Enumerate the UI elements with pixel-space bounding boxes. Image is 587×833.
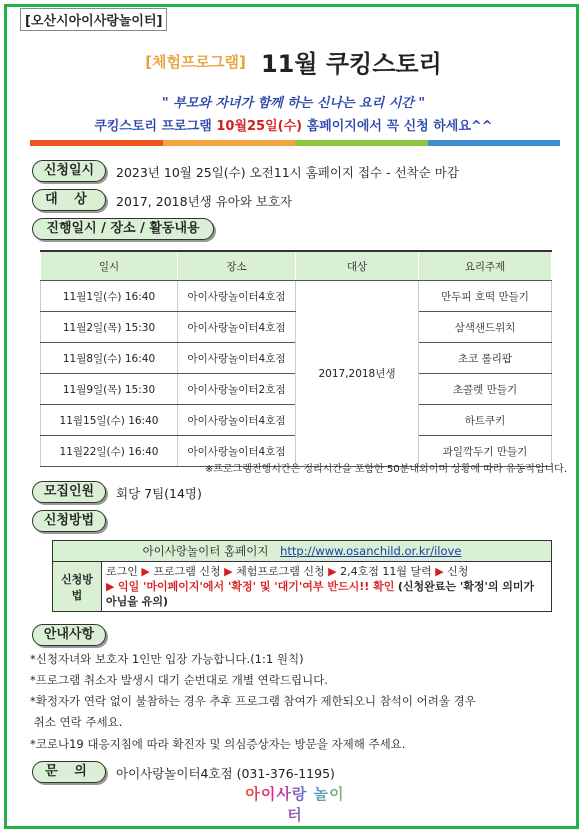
header-target: 대상 xyxy=(296,251,419,281)
cell-topic: 삼색샌드위치 xyxy=(419,312,552,343)
homepage-link[interactable]: http://www.osanchild.or.kr/ilove xyxy=(280,544,462,558)
contact-value: 아이사랑놀이터4호점 (031-376-1195) xyxy=(116,766,335,781)
page-title xyxy=(0,44,587,79)
subtitle: " 부모와 자녀가 함께 하는 신나는 요리 시간 " xyxy=(161,96,426,111)
guide-item: *코로나19 대응지침에 따라 확진자 및 의심증상자는 방문을 자제해 주세요. xyxy=(30,737,406,751)
cell-place: 아이사랑놀이터2호점 xyxy=(178,374,296,405)
schedule-section-label: 진행일시 / 장소 / 활동내용 xyxy=(32,218,214,240)
cell-topic: 과일깍두기 만들기 xyxy=(419,436,552,467)
confirm-note: (신청완료는 '확정'의 의미가 아님을 유의) xyxy=(106,580,535,608)
header-date: 일시 xyxy=(41,251,178,281)
cell-place: 아이사랑놀이터4호점 xyxy=(178,343,296,374)
title-prefix: [체험프로그램] xyxy=(145,53,246,71)
guide-item: *프로그램 취소자 발생시 대기 순번대로 개별 연락드립니다. xyxy=(30,673,328,687)
cell-place: 아이사랑놀이터4호점 xyxy=(178,405,296,436)
step-experience: 체험프로그램 신청 xyxy=(236,565,325,578)
cell-date: 11월15일(수) 16:40 xyxy=(41,405,178,436)
cell-date: 11월9일(목) 15:30 xyxy=(41,374,178,405)
confirm-check-text: 익일 '마이페이지'에서 '확정' 및 '대기'여부 반드시!! 확인 xyxy=(117,580,395,593)
cell-place: 아이사랑놀이터4호점 xyxy=(178,281,296,312)
cell-date: 11월22일(수) 16:40 xyxy=(41,436,178,467)
schedule-header-row xyxy=(41,251,552,281)
apply-date-label: 신청일시 xyxy=(32,160,106,182)
step-login: 로그인 xyxy=(106,565,138,578)
recruit-value: 회당 7팀(14명) xyxy=(116,486,202,501)
apply-method-header: 신청방법 xyxy=(53,562,102,612)
step-program: 프로그램 신청 xyxy=(153,565,221,578)
header-tag: [오산시아이사랑놀이터] xyxy=(20,8,167,31)
cell-topic: 하트쿠키 xyxy=(419,405,552,436)
schedule-footnote: ※프로그램진행시간은 정리시간을 포함한 50분내외이며 상황에 따라 유동적입니다. xyxy=(204,464,567,475)
guide-section: 안내사항 xyxy=(32,624,106,646)
guide-item: 취소 연락 주세요. xyxy=(30,715,123,729)
logo xyxy=(240,783,350,824)
cell-place: 아이사랑놀이터4호점 xyxy=(178,312,296,343)
cell-date: 11월1일(수) 16:40 xyxy=(41,281,178,312)
cell-topic: 만두피 호떡 만들기 xyxy=(419,281,552,312)
homepage-label: 아이사랑놀이터 홈페이지 xyxy=(142,544,269,558)
arrow-icon: ▶ xyxy=(141,565,150,578)
step-calendar: 2,4호점 11월 달력 xyxy=(340,565,432,578)
step-apply: 신청 xyxy=(447,565,469,578)
apply-date-value: 2023년 10월 25일(수) 오전11시 홈페이지 접수 - 선착순 마감 xyxy=(116,165,459,180)
guide-item: *신청자녀와 보호자 1인만 입장 가능합니다.(1:1 원칙) xyxy=(30,652,304,666)
cell-target: 2017,2018년생 xyxy=(296,281,419,467)
target-label: 대 상 xyxy=(32,189,106,211)
notice-part3: 홈페이지에서 꼭 신청 하세요^^ xyxy=(302,119,493,134)
notice-line xyxy=(0,115,587,134)
cell-topic: 초코 롤리팝 xyxy=(419,343,552,374)
cell-topic: 초콜렛 만들기 xyxy=(419,374,552,405)
homepage-row xyxy=(53,541,552,562)
arrow-icon: ▶ xyxy=(328,565,337,578)
apply-method-table xyxy=(52,540,552,612)
cell-place: 아이사랑놀이터4호점 xyxy=(178,436,296,467)
arrow-icon: ▶ xyxy=(435,565,444,578)
rainbow-divider xyxy=(30,140,560,146)
recruit-label: 모집인원 xyxy=(32,481,106,503)
apply-method-section: 신청방법 xyxy=(32,510,106,532)
logo-text: 아이사랑 놀이터 xyxy=(240,783,350,825)
table-row xyxy=(41,281,552,312)
apply-method-steps xyxy=(102,562,552,612)
header-place: 장소 xyxy=(178,251,296,281)
header-topic: 요리주제 xyxy=(419,251,552,281)
arrow-icon: ▶ xyxy=(106,580,115,593)
cell-date: 11월8일(수) 16:40 xyxy=(41,343,178,374)
title-main: 11월 쿠킹스토리 xyxy=(260,50,442,78)
target-value: 2017, 2018년생 유아와 보호자 xyxy=(116,194,293,209)
notice-part1: 쿠킹스토리 프로그램 xyxy=(94,119,217,134)
schedule-table xyxy=(40,250,552,467)
notice-date: 10월25일(수) xyxy=(216,119,303,134)
guide-item: *확정자가 연락 없이 불참하는 경우 추후 프로그램 참여가 제한되오니 참석이 어려울 경우 xyxy=(30,694,476,708)
contact-label: 문 의 xyxy=(32,761,106,783)
cell-date: 11월2일(목) 15:30 xyxy=(41,312,178,343)
arrow-icon: ▶ xyxy=(224,565,233,578)
